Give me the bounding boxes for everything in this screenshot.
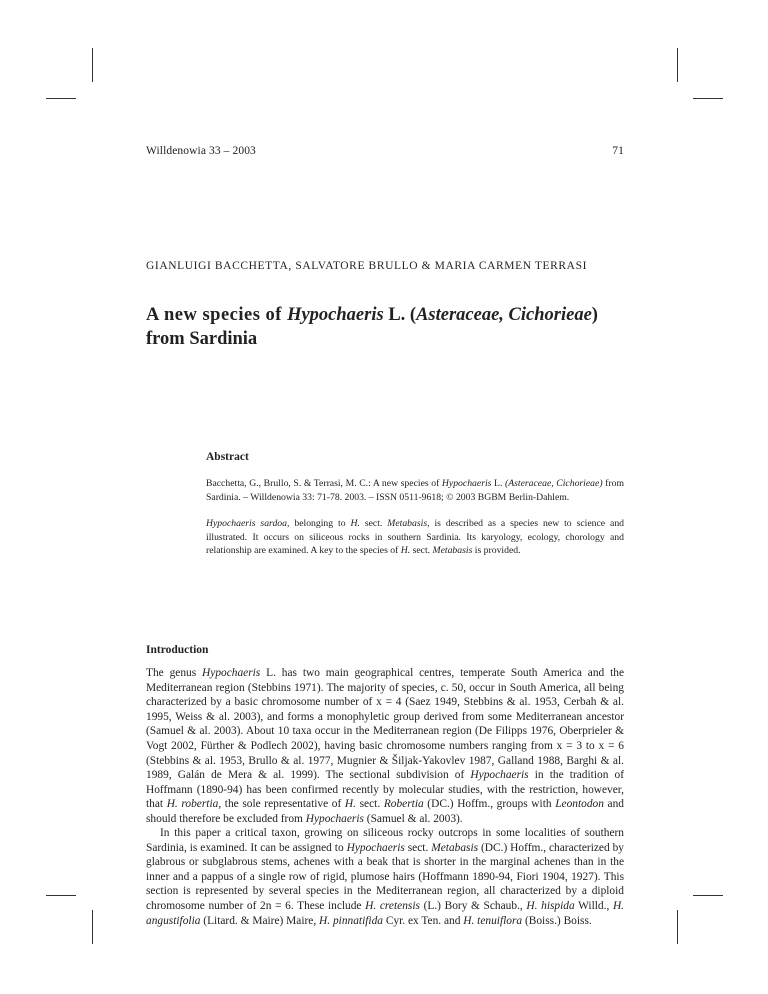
text-run: (DC.) Hoffm., characterized by glabrous or subglabrous stems, achenes with a beak that is shorter in the marginal achenes than in the inner and a pappus of a single row of rigid, plumose hairs (Hoffmann 1890-94, Fiori 1904, 1927). This section is represented by several species in the Mediterranean region, all characterized by a diploid chromosome number of 2n = 6. These include [146, 841, 624, 912]
introduction-paragraph-1 [146, 666, 624, 827]
title-genus: Hypochaeris [287, 305, 384, 325]
taxon-name: Hypochaeris [346, 841, 405, 854]
taxon-name: H. angustifolia [146, 899, 625, 927]
abstract-citation [206, 477, 624, 504]
summary-text: is described as a species new to science and illustrated. It occurs on siliceous rocks in southern Sardinia. Its karyology, ecology, chorology and relationship are examined. A key to the species of [206, 518, 625, 556]
title-pre: A new species of [146, 305, 288, 325]
running-head-journal: Willdenowia 33 – 2003 [146, 145, 256, 157]
citation-family: (Asteraceae, Cichorieae) [504, 478, 603, 489]
text-run: the sole representative of [221, 798, 345, 811]
crop-mark-bottom-left-h [46, 895, 76, 896]
title-mid: L. ( [383, 305, 417, 325]
taxon-name: H. hispida [526, 899, 575, 912]
crop-mark-top-right-h [693, 98, 723, 99]
taxon-name: Hypochaeris [202, 667, 261, 679]
citation-genus: Hypochaeris [441, 478, 492, 489]
summary-taxon: Metabasis, [387, 518, 430, 529]
crop-mark-bottom-right-v [677, 910, 678, 944]
text-run: (Boiss.) Boiss. [522, 914, 592, 927]
summary-text: is provided. [472, 545, 521, 556]
text-run: (DC.) Hoffm., groups with [423, 798, 556, 811]
summary-taxon: H. [400, 545, 411, 556]
page-number: 71 [612, 145, 624, 157]
taxon-name: Hypochaeris [305, 812, 364, 825]
title-family: Asteraceae, Cichorieae [416, 305, 592, 325]
text-run: The genus [146, 667, 203, 679]
taxon-name: Metabasis [431, 841, 479, 854]
article-title [146, 303, 626, 351]
taxon-name: Hypochaeris [470, 769, 529, 782]
citation-text: Bacchetta, G., Brullo, S. & Terrasi, M. C.: A new species of [206, 478, 442, 489]
title-post: ) from Sardinia [146, 305, 598, 349]
summary-text: belonging to [289, 518, 351, 529]
taxon-name: H. [344, 798, 356, 811]
taxon-name: Robertia [383, 798, 424, 811]
text-run: Willd., [574, 899, 613, 912]
crop-mark-bottom-left-v [92, 910, 93, 944]
summary-taxon: Hypochaeris sardoa, [206, 518, 290, 529]
citation-text: from Sardinia. – Willdenowia 33: 71-78. 2003. – ISSN 0511-9618; © 2003 BGBM Berlin-Dahlem. [206, 478, 624, 503]
summary-taxon: H. [350, 518, 360, 529]
taxon-name: H. cretensis [365, 899, 420, 912]
crop-mark-top-left-h [46, 98, 76, 99]
text-run: in the tradition of Hoffmann (1890-94) has been confirmed recently by molecular studies, with the restriction, however, that [146, 769, 625, 811]
text-run: (Samuel & al. 2003). [363, 812, 463, 825]
summary-taxon: Metabasis [432, 545, 473, 556]
taxon-name: H. pinnatifida [319, 914, 383, 927]
text-run: sect. [404, 841, 432, 854]
text-run: L. has two main geographical centres, temperate South America and the Mediterranean region (Stebbins 1971). The majority of species, c. 50, occur in South America, all being characterized by a basic chromosome number of x = 4 (Saez 1949, Stebbins & al. 1953, Cerbah & al. 1995, Weiss & al. 2003), and forms a monophyletic group derived from some Mediterranean ancestor (Samuel & al. 2003). About 10 taxa occur in the Mediterranean region (De Filipps 1976, Oberprieler & Vogt 2002, Fürther & Podlech 2002), having basic chromosome numbers ranging from x = 3 to x = 6 (Stebbins & al. 1953, Brullo & al. 1977, Mugnier & Šiljak-Yakovlev 1987, Galland 1988, Barghi & al. 1989, Galán de Mera & al. 1999). The sectional subdivision of [146, 667, 625, 782]
crop-mark-top-right-v [677, 48, 678, 82]
introduction-heading: Introduction [146, 644, 209, 656]
author-list: GIANLUIGI BACCHETTA, SALVATORE BRULLO & MARIA CARMEN TERRASI [146, 260, 588, 272]
abstract-heading: Abstract [206, 451, 249, 463]
crop-mark-top-left-v [92, 48, 93, 82]
summary-text: sect. [410, 545, 433, 556]
text-run: In this paper a critical taxon, growing on siliceous rocky outcrops in some localities of southern Sardinia, is examined. It can be assigned to [146, 827, 624, 854]
text-run: and should therefore be excluded from [146, 798, 624, 825]
taxon-name: H. tenuiflora [463, 914, 523, 927]
summary-text: sect. [359, 518, 388, 529]
introduction-paragraph-2 [146, 826, 624, 928]
text-run: Cyr. ex Ten. and [382, 914, 464, 927]
citation-text: L. [491, 478, 505, 489]
abstract-summary [206, 517, 624, 558]
crop-mark-bottom-right-h [693, 895, 723, 896]
text-run: (L.) Bory & Schaub., [419, 899, 527, 912]
text-run: (Litard. & Maire) Maire, [200, 914, 320, 927]
taxon-name: H. robertia, [166, 798, 222, 811]
taxon-name: Leontodon [555, 798, 604, 811]
text-run: sect. [356, 798, 384, 811]
